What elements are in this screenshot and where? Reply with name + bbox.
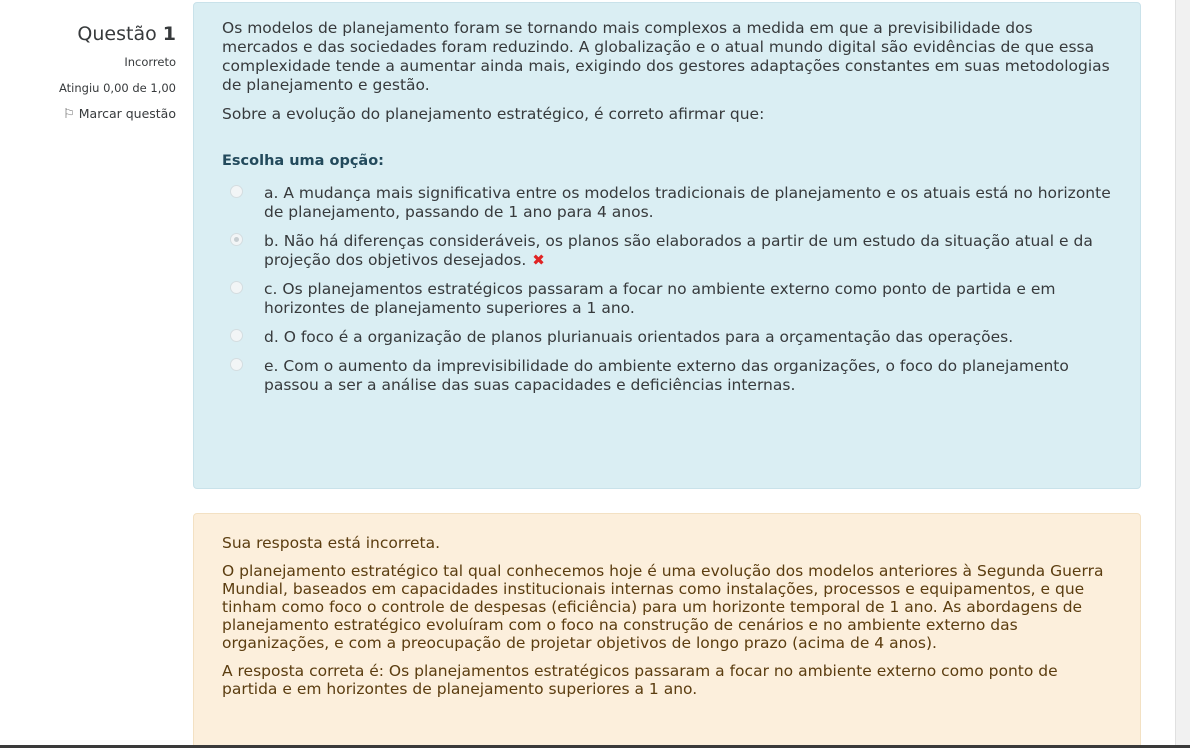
flag-question-link[interactable] bbox=[0, 106, 176, 123]
radio-button[interactable] bbox=[230, 329, 243, 342]
answer-option-b[interactable] bbox=[222, 232, 1112, 270]
answer-option-label: d. O foco é a organização de planos plurianuais orientados para a orçamentação das operações. bbox=[264, 328, 1014, 346]
radio-button[interactable] bbox=[230, 358, 243, 371]
flag-icon: ⚐ bbox=[63, 107, 75, 122]
feedback-title: Sua resposta está incorreta. bbox=[222, 534, 441, 552]
right-answer: A resposta correta é: Os planejamentos estratégicos passaram a focar no ambiente externo como ponto de partida e em horizontes de planejamento superiores a 1 ano. bbox=[222, 662, 1058, 698]
radio-button-selected[interactable] bbox=[230, 233, 243, 246]
answer-option-label: a. A mudança mais significativa entre os modelos tradicionais de planejamento e os atuais está no horizonte de planejamento, passando de 1 ano para 4 anos. bbox=[264, 184, 1111, 221]
answer-option-d[interactable] bbox=[222, 328, 1112, 347]
answer-option-label: c. Os planejamentos estratégicos passaram a focar no ambiente externo como ponto de partida e em horizontes de planejamento superiores a 1 ano. bbox=[264, 280, 1056, 317]
answer-options bbox=[222, 184, 1112, 395]
answer-option-label: e. Com o aumento da imprevisibilidade do ambiente externo das organizações, o foco do planejamento passou a ser a análise das suas capacidades e deficiências internas. bbox=[264, 357, 1069, 394]
question-state: Incorreto bbox=[124, 55, 176, 69]
feedback-box bbox=[193, 513, 1141, 748]
flag-question-label: Marcar questão bbox=[78, 106, 176, 121]
question-info bbox=[0, 20, 176, 123]
answer-option-a[interactable] bbox=[222, 184, 1112, 222]
vertical-scrollbar[interactable] bbox=[1175, 0, 1190, 748]
answer-option-label: b. Não há diferenças consideráveis, os planos são elaborados a partir de um estudo da situação atual e da projeção dos objetivos desejados. bbox=[264, 232, 1093, 269]
question-text: Os modelos de planejamento foram se tornando mais complexos a medida em que a previsibilidade dos mercados e das sociedades foram reduzindo. A globalização e o atual mundo digital são evidências de que essa complexidade tende a aumentar ainda mais, exigindo dos gestores adaptações constantes em suas metodologias de planejamento e gestão. bbox=[222, 19, 1110, 94]
answer-prompt: Escolha uma opção: bbox=[222, 153, 384, 169]
question-label: Questão bbox=[77, 23, 157, 45]
question-grade: Atingiu 0,00 de 1,00 bbox=[59, 81, 176, 95]
radio-button[interactable] bbox=[230, 185, 243, 198]
question-text-continued: Sobre a evolução do planejamento estratégico, é correto afirmar que: bbox=[222, 105, 765, 123]
general-feedback: O planejamento estratégico tal qual conhecemos hoje é uma evolução dos modelos anteriores à Segunda Guerra Mundial, baseados em capacidades institucionais internas como instalações, processos e equipamentos, e que tinham como foco o controle de despesas (eficiência) para um horizonte temporal de 1 ano. As abordagens de planejamento estratégico evoluíram com o foco na construção de cenários e no ambiente externo das organizações, e com a preocupação de projetar objetivos de longo prazo (acima de 4 anos). bbox=[222, 562, 1104, 652]
radio-button[interactable] bbox=[230, 281, 243, 294]
answer-option-c[interactable] bbox=[222, 280, 1112, 318]
question-formulation bbox=[193, 2, 1141, 489]
cross-icon: ✖ bbox=[532, 251, 545, 269]
question-title bbox=[0, 20, 176, 48]
answer-option-e[interactable] bbox=[222, 357, 1112, 395]
question-number: 1 bbox=[162, 23, 176, 45]
